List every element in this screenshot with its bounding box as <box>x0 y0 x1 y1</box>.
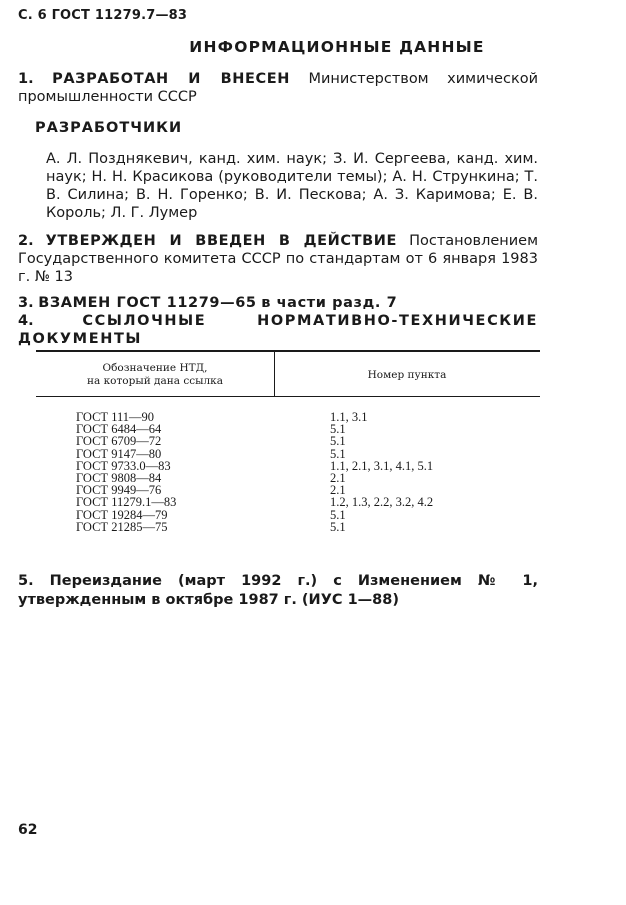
table-row <box>36 509 540 521</box>
references-table <box>36 350 540 533</box>
table-cell-points: 1.1, 2.1, 3.1, 4.1, 5.1 <box>330 458 434 473</box>
item-1-number: 1. <box>18 71 34 87</box>
table-cell-designation: ГОСТ 9147—80 <box>76 446 162 461</box>
table-body <box>36 411 540 533</box>
table-cell-designation: ГОСТ 11279.1—83 <box>76 495 177 510</box>
item-2-bold: УТВЕРЖДЕН И ВВЕДЕН В ДЕЙСТВИЕ <box>45 233 398 249</box>
page-header: С. 6 ГОСТ 11279.7—83 <box>18 8 188 23</box>
table-cell-designation: ГОСТ 19284—79 <box>76 507 168 522</box>
table-row <box>36 435 540 447</box>
item-4 <box>18 312 538 348</box>
table-cell-designation: ГОСТ 6484—64 <box>76 422 162 437</box>
table-cell-points: 5.1 <box>330 519 346 534</box>
table-cell-designation: ГОСТ 111—90 <box>76 410 155 424</box>
table-cell-points: 5.1 <box>330 446 346 461</box>
table-row <box>36 521 540 533</box>
item-3-bold: ВЗАМЕН ГОСТ 11279—65 <box>38 295 257 311</box>
page-number: 62 <box>18 822 38 838</box>
page-title: ИНФОРМАЦИОННЫЕ ДАННЫЕ <box>189 38 485 56</box>
table-row <box>36 496 540 508</box>
developers-title: РАЗРАБОТЧИКИ <box>35 120 183 136</box>
table-header-points: Номер пункта <box>367 369 447 381</box>
item-5-number: 5. <box>18 573 34 589</box>
item-2-text: Постановлением Государственного комитета СССР по стандартам от 6 января 1983 г. № 13 <box>18 233 539 285</box>
table-cell-designation: ГОСТ 6709—72 <box>76 434 162 449</box>
table-cell-designation: ГОСТ 9808—84 <box>76 470 162 485</box>
table-cell-points: 5.1 <box>330 507 346 522</box>
item-5-text: Переиздание (март 1992 г.) с Изменением № 1, утвержденным в октябре 1987 г. (ИУС 1—88) <box>18 573 538 608</box>
table-cell-points: 5.1 <box>330 434 346 449</box>
table-cell-points: 2.1 <box>330 483 346 498</box>
table-header-rule <box>36 396 540 397</box>
item-3-text: в части разд. 7 <box>261 295 398 311</box>
table-row <box>36 448 540 460</box>
table-cell-designation: ГОСТ 9949—76 <box>76 483 162 498</box>
table-header-designation: Обозначение НТД, на который дана ссылка <box>87 362 223 387</box>
item-3-number: 3. <box>18 295 34 311</box>
item-1-bold: РАЗРАБОТАН И ВНЕСЕН <box>52 71 290 87</box>
developers-list: А. Л. Позднякевич, канд. хим. наук; З. И. Сергеева, канд. хим. наук; Н. Н. Красикова (руководители темы); А. Н. Стрункина; Т. В. Силина; В. Н. Горенко; В. И. Пескова; А. З. Каримова; Е. В. Король; Л. Г. Лумер <box>46 151 538 221</box>
item-3 <box>18 294 538 312</box>
table-cell-points: 5.1 <box>330 422 346 437</box>
item-4-bold: ССЫЛОЧНЫЕ НОРМАТИВНО-ТЕХНИЧЕСКИЕ ДОКУМЕНТЫ <box>18 313 538 347</box>
item-2-number: 2. <box>18 233 34 249</box>
table-cell-points: 2.1 <box>330 470 346 485</box>
table-cell-points: 1.2, 1.3, 2.2, 3.2, 4.2 <box>330 495 434 510</box>
item-1-text: Министерством химической промышленности СССР <box>18 71 539 105</box>
table-header <box>36 352 540 396</box>
item-4-number: 4. <box>18 313 34 329</box>
item-2 <box>18 232 538 286</box>
table-cell-designation: ГОСТ 9733.0—83 <box>76 458 171 473</box>
item-5 <box>18 572 538 610</box>
item-1 <box>18 70 538 106</box>
table-cell-designation: ГОСТ 21285—75 <box>76 519 168 534</box>
table-cell-points: 1.1, 3.1 <box>330 410 368 424</box>
